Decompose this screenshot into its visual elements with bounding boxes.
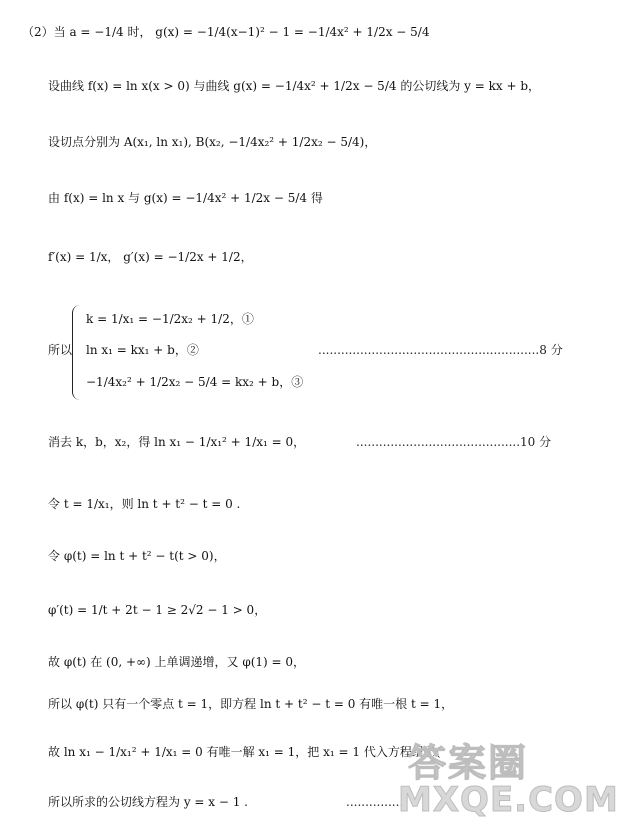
line-substitute-t: 令 t = 1/x₁，则 ln t + t² − t = 0 . (48, 497, 241, 511)
watermark-bottom-text: MXQE.COM (398, 780, 619, 820)
line-derivatives: f′(x) = 1/x， g′(x) = −1/2x + 1/2， (48, 250, 253, 264)
watermark-top-text: 答案圈 (408, 741, 529, 785)
score-10: ...........................................10 分 (356, 435, 552, 449)
score-12: ............... (346, 795, 404, 809)
score-8: ..........................................................8 分 (318, 343, 563, 357)
watermark-logo (398, 732, 619, 825)
line-unique-root: 所以 φ(t) 只有一个零点 t = 1，即方程 ln t + t² − t = 0 有唯一根 t = 1， (48, 697, 454, 711)
line-phi-derivative: φ′(t) = 1/t + 2t − 1 ≥ 2√2 − 1 > 0， (48, 603, 267, 617)
line-answer: 所以所求的公切线方程为 y = x − 1 . (48, 795, 248, 809)
system-label: 所以 (48, 343, 73, 357)
line-unique-solution: 故 ln x₁ − 1/x₁² + 1/x₁ = 0 有唯一解 x₁ = 1，把 x₁ = 1 代入方程组①( (48, 745, 441, 759)
line-monotonic: 故 φ(t) 在 (0, +∞) 上单调递增，又 φ(1) = 0， (48, 655, 306, 669)
line-common-tangent: 设曲线 f(x) = ln x(x > 0) 与曲线 g(x) = −1/4x² + 1/2x − 5/4 的公切线为 y = kx + b， (48, 79, 540, 93)
system-brace (72, 305, 81, 400)
system-eq-2: ln x₁ = kx₁ + b，② (86, 343, 199, 357)
line-eliminate: 消去 k，b，x₂，得 ln x₁ − 1/x₁² + 1/x₁ = 0， (48, 435, 306, 449)
line-from-functions: 由 f(x) = ln x 与 g(x) = −1/4x² + 1/2x − 5/4 得 (48, 191, 323, 205)
line-case-2: （2）当 a = −1/4 时， g(x) = −1/4(x−1)² − 1 = −1/4x² + 1/2x − 5/4 (22, 25, 430, 39)
line-define-phi: 令 φ(t) = ln t + t² − t(t > 0)， (48, 549, 226, 563)
system-eq-1: k = 1/x₁ = −1/2x₂ + 1/2，① (86, 312, 254, 326)
system-eq-3: −1/4x₂² + 1/2x₂ − 5/4 = kx₂ + b，③ (86, 375, 304, 389)
line-tangent-points: 设切点分别为 A(x₁, ln x₁), B(x₂, −1/4x₂² + 1/2x₂ − 5/4)， (48, 135, 377, 149)
